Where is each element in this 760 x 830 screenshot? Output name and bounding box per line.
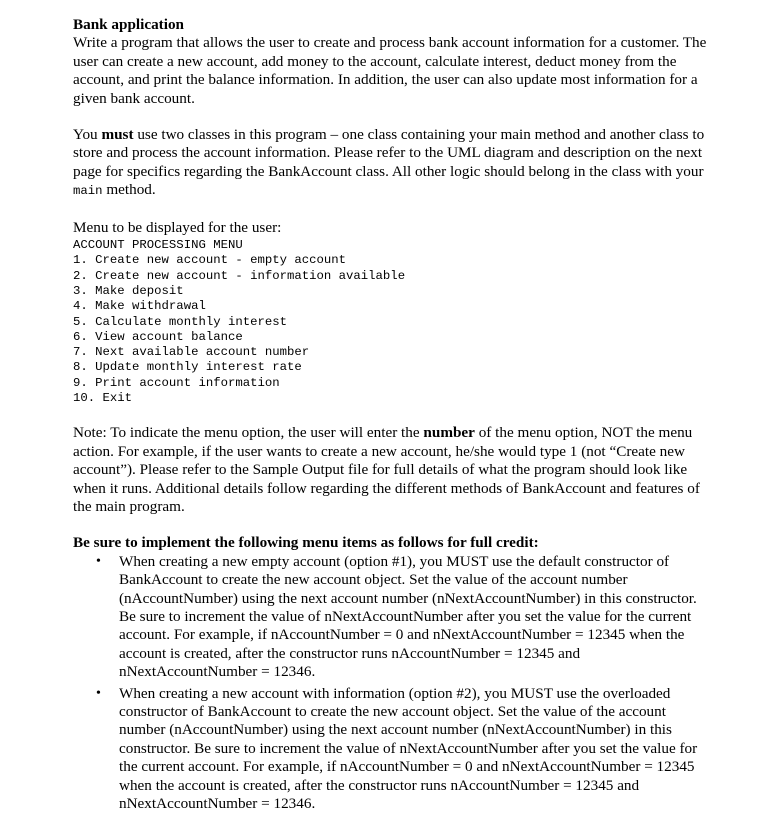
menu-item: 9. Print account information — [73, 375, 280, 390]
list-item — [73, 685, 713, 814]
spacer — [73, 516, 713, 534]
implement-heading: Be sure to implement the following menu items as follows for full credit: — [73, 534, 539, 552]
inline-code-main: main — [73, 184, 103, 199]
bullet-text: When creating a new account with information (option #2), you MUST use the overloaded constructor of BankAccount to create the new account object. Set the value of the account number (nAccountNumber) using the next account number (nNextAccountNumber) in this constructor. Be sure to increment the value of nNextAccountNumber after you set the value for the current account. For example, if nAccountNumber = 0 and nNextAccountNumber = 12345 when the account is created, after the constructor runs nAccountNumber = 12345 and nNextAccountNumber = 12346. — [119, 684, 698, 813]
menu-item: 7. Next available account number — [73, 345, 310, 360]
spacer — [73, 108, 713, 126]
menu-item: 8. Update monthly interest rate — [73, 360, 302, 375]
menu-item: 6. View account balance — [73, 329, 243, 344]
note-text-end: of the menu option, NOT the menu action. For example, if the user wants to create a new account, he/she would type 1 (not “Create new account”). Please refer to the Sample Output file for full details of what the program should look like when it runs. Additional details follow regarding the different methods of BankAccount and features of the main program. — [73, 424, 700, 515]
menu-item: 4. Make withdrawal — [73, 299, 206, 314]
menu-heading: ACCOUNT PROCESSING MENU — [73, 238, 243, 253]
bullet-icon: • — [96, 553, 101, 569]
classes-bold-must: must — [101, 126, 134, 144]
note-text-start: Note: To indicate the menu option, the user will enter the — [73, 424, 424, 442]
menu-item: 3. Make deposit — [73, 283, 184, 298]
bullet-text: When creating a new empty account (option #1), you MUST use the default constructor of BankAccount to create the new account object. Set the value of the account number (nAccountNumber) using the next account number (nNextAccountNumber) in this constructor. Be sure to increment the value of nNextAccountNumber after you set the value for the current account. For example, if nAccountNumber = 0 and nNextAccountNumber = 12345 when the account is created, after the constructor runs nAccountNumber = 12345 and nNextAccountNumber = 12346. — [119, 552, 697, 681]
document-page — [73, 16, 713, 816]
menu-listing — [73, 238, 713, 406]
implement-list — [73, 553, 713, 814]
menu-intro: Menu to be displayed for the user: — [73, 218, 282, 236]
note-bold-number: number — [423, 424, 475, 442]
classes-paragraph — [73, 126, 713, 201]
intro-paragraph: Write a program that allows the user to create and process bank account information for a customer. The user can create a new account, add money to the account, calculate interest, deduct money from the account, and print the balance information. In addition, the user can also update most information for a given bank account. — [73, 34, 707, 107]
classes-text-end: method. — [102, 181, 156, 199]
menu-item: 1. Create new account - empty account — [73, 253, 347, 268]
spacer — [73, 406, 713, 424]
note-paragraph — [73, 424, 713, 516]
spacer — [73, 201, 713, 219]
list-item — [73, 553, 713, 682]
classes-text-start: You — [73, 126, 102, 144]
bullet-icon: • — [96, 685, 101, 701]
classes-text-middle: use two classes in this program – one class containing your main method and another class to store and process the account information. Please refer to the UML diagram and description on the next page for specifics regarding the BankAccount class. All other logic should belong in the class with your — [73, 126, 705, 180]
menu-item: 2. Create new account - information available — [73, 268, 406, 283]
menu-item: 5. Calculate monthly interest — [73, 314, 288, 329]
menu-item: 10. Exit — [73, 391, 133, 406]
document-title: Bank application — [73, 16, 184, 33]
